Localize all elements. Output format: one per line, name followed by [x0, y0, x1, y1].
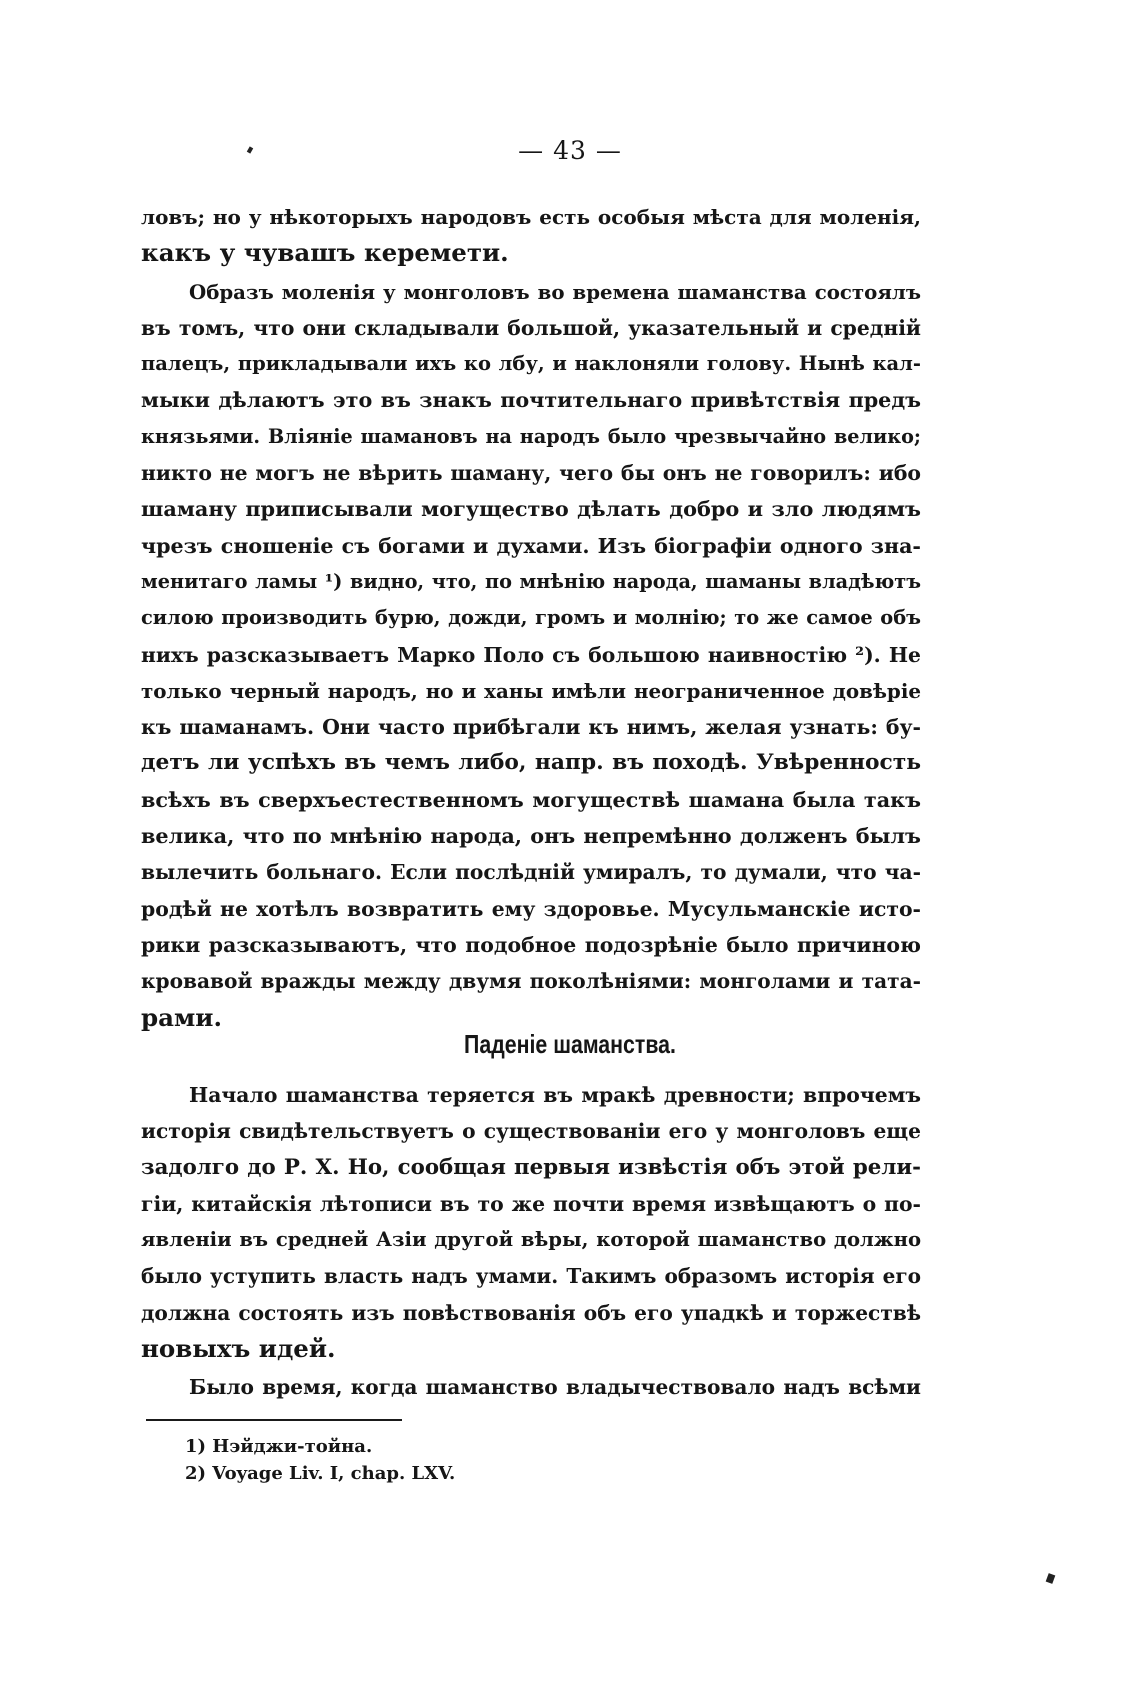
- text-line: родѣй не хотѣлъ возвратить ему здоровье. Мусульманскіе исто-: [141, 896, 921, 921]
- text-line: кровавой вражды между двумя поколѣніями: монголами и тата-: [141, 969, 921, 994]
- section-heading: Паденіе шаманства.: [464, 1029, 676, 1059]
- main-text-bottom: [141, 1077, 921, 1406]
- footnote-1: 1) Нэйджи-тойна.: [185, 1436, 373, 1457]
- text-line: было уступить власть надъ умами. Такимъ образомъ исторія его: [141, 1264, 921, 1289]
- main-text-top: [141, 199, 921, 1036]
- footnote-divider: [146, 1419, 402, 1421]
- ink-speck: [1046, 1573, 1056, 1584]
- text-line: велика, что по мнѣнію народа, онъ непремѣнно долженъ былъ: [141, 823, 921, 849]
- text-line: нихъ разсказываетъ Марко Поло съ большою наивностію ²). Не: [141, 642, 921, 667]
- paragraph: [141, 274, 921, 1036]
- text-line: мыки дѣлаютъ это въ знакъ почтительнаго привѣтствія предъ: [141, 388, 921, 413]
- text-line: къ шаманамъ. Они часто прибѣгали къ нимъ, желая узнать: бу-: [141, 715, 921, 740]
- text-line: Начало шаманства теряется въ мракѣ древности; впрочемъ: [189, 1083, 921, 1107]
- text-line: шаману приписывали могущество дѣлать добро и зло людямъ: [141, 496, 921, 522]
- footnote-2: 2) Voyage Liv. I, chap. LXV.: [185, 1463, 456, 1484]
- text-line: рики разсказываютъ, что подобное подозрѣніе было причиною: [141, 932, 921, 957]
- text-line: гіи, китайскія лѣтописи въ то же почти время извѣщаютъ о по-: [141, 1191, 921, 1216]
- text-line: ловъ; но у нѣкоторыхъ народовъ есть особыя мѣста для моленія,: [141, 205, 921, 229]
- footnotes: [185, 1433, 455, 1487]
- text-line: чрезъ сношеніе съ богами и духами. Изъ біографіи одного зна-: [141, 533, 921, 558]
- text-line: князьями. Вліяніе шамановъ на народъ было чрезвычайно велико;: [141, 424, 921, 448]
- paragraph-continued: [141, 199, 921, 272]
- text-line: Было время, когда шаманство владычествовало надъ всѣми: [189, 1375, 921, 1400]
- text-line: вылечить больнаго. Если послѣдній умиралъ, то думали, что ча-: [141, 860, 921, 885]
- text-line: менитаго ламы ¹) видно, что, по мнѣнію народа, шаманы владѣютъ: [141, 569, 921, 593]
- text-line: детъ ли успѣхъ въ чемъ либо, напр. въ походѣ. Увѣренность: [141, 750, 921, 776]
- text-line: задолго до Р. Х. Но, сообщая первыя извѣстія объ этой рели-: [141, 1154, 921, 1180]
- text-line: исторія свидѣтельствуетъ о существованіи его у монголовъ еще: [141, 1119, 921, 1144]
- text-line: явленіи въ средней Азіи другой вѣры, которой шаманство должно: [141, 1228, 921, 1252]
- text-line: какъ у чувашъ керемети.: [141, 238, 509, 268]
- text-line: въ томъ, что они складывали большой, указательный и средній: [141, 315, 921, 340]
- text-line: Образъ моленія у монголовъ во времена шаманства состоялъ: [189, 279, 921, 304]
- text-line: новыхъ идей.: [141, 1334, 336, 1364]
- text-line: рами.: [141, 1002, 222, 1032]
- text-line: палецъ, прикладывали ихъ ко лбу, и наклоняли голову. Нынѣ кал-: [141, 352, 921, 376]
- text-line: только черный народъ, но и ханы имѣли неограниченное довѣріе: [141, 678, 921, 703]
- paragraph: [141, 1369, 921, 1405]
- text-line: должна состоять изъ повѣствованія объ его упадкѣ и торжествѣ: [141, 1300, 921, 1325]
- text-line: силою производить бурю, дожди, громъ и молнію; то же самое объ: [141, 606, 921, 630]
- paragraph: [141, 1077, 921, 1367]
- text-line: никто не могъ не вѣрить шаману, чего бы онъ не говорилъ: ибо: [141, 461, 921, 486]
- page-number: — 43 —: [518, 136, 622, 165]
- text-line: всѣхъ въ сверхъестественномъ могуществѣ шамана была такъ: [141, 787, 921, 812]
